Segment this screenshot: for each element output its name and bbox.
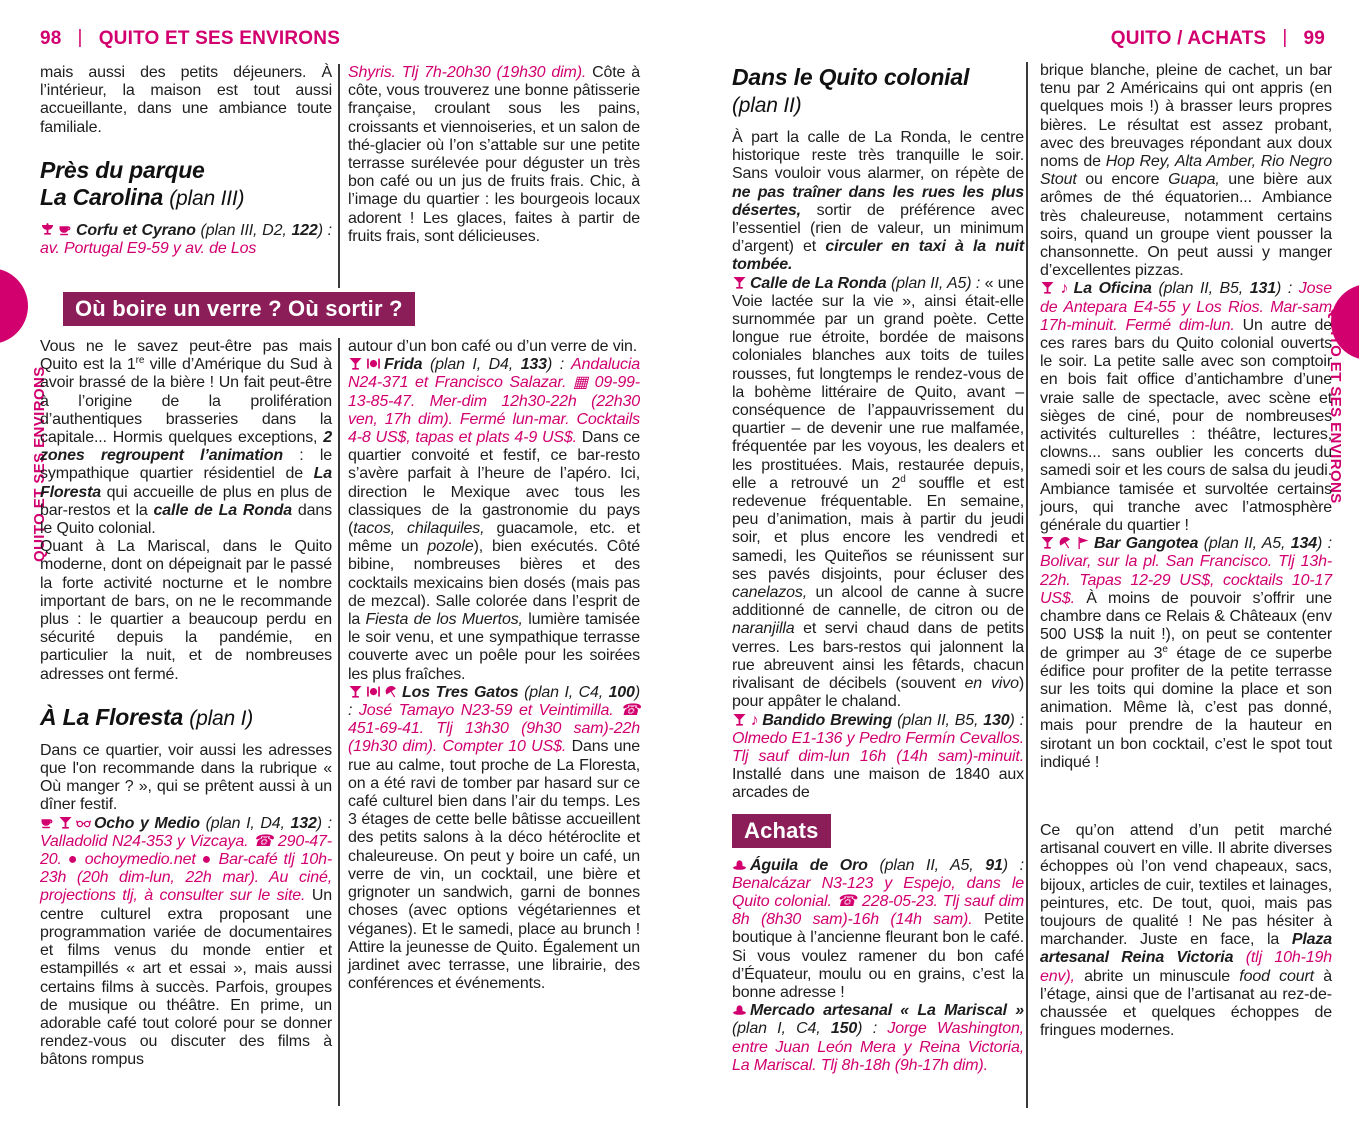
- page-number-right: 99: [1303, 28, 1325, 49]
- subsection-heading-quito-colonial: Dans le Quito colonial (plan II): [732, 64, 970, 117]
- venue-name: La Oficina: [1073, 280, 1159, 298]
- cocktail-icon: [348, 357, 363, 371]
- venue-description: Petite boutique à l’ancienne fleurant bon le café. Si vous voulez ramener du bon café d’Équateur, moulu ou en grains, c’est la bonne adresse !: [732, 911, 1024, 1001]
- music-icon: ♪: [1058, 280, 1071, 298]
- shopping-icon: [732, 1003, 747, 1017]
- subsection-heading-parque-carolina: Près du parque La Carolina (plan III): [40, 156, 245, 210]
- venue-address: Benalcázar N3-123 y Espejo, dans le Quito colonial. ☎ 228-05-23. Tlj sauf dim 8h (8h30 sam)-16h (14h sam).: [732, 874, 1024, 929]
- venue-address: Jorge Washington, entre Juan León Mera y Reina Victoria, La Mariscal. Tlj 8h-18h (9h-17h dim).: [732, 1020, 1024, 1074]
- entry-los-tres-gatos: Los Tres Gatos (plan I, C4, 100) : José Tamayo N23-59 et Veintimilla. ☎ 451-69-41. Tlj 13h30 (9h30 sam)-22h (19h30 dim). Compter 10 US$. Dans une rue au calme, tout proche de La Floresta, on a été ravi de tomber par hasard sur ce café culturel bien dans l’air du temps. Les 3 étages de cette belle bâtisse accueillent des petits salons à la déco hétéroclite et chaleureuse. On peut y boire un café, un verre de vin, un cocktail, une bière et grignoter un sandwich, garni de bonnes choses (avec options végétariennes et véganes). Et le samedi, place au brunch ! Attire la jeunesse de Quito. Également un jardinet avec terrasse, une librairie, des conférences et événements.: [348, 683, 641, 993]
- shopping-icon: [732, 858, 747, 872]
- venue-description: Un centre culturel extra proposant une programmation variée de documentaires et films venus du monde entier et estampillés « art et essai », mais aussi certains films à succès. Parfois, groupes de musique ou théâtre. En prime, un adorable café tout coloré pour se donner rendez-vous ou discuter des films à bâtons rompus: [40, 887, 332, 1069]
- column-1-bottom: [40, 338, 332, 1070]
- venue-description: Installé dans une maison de 1840 aux arcades de: [732, 766, 1024, 802]
- restaurant-icon: [366, 685, 381, 699]
- venue-hours: (tlj 10h-19h env),: [1040, 949, 1332, 985]
- page-number-left: 98: [40, 28, 62, 49]
- cocktail-icon: [1040, 536, 1055, 550]
- section-banner-shopping: Achats: [732, 814, 831, 848]
- venue-name: Bandido Brewing: [762, 711, 898, 729]
- chapter-tab-left: [0, 268, 28, 344]
- chapter-label-right: QUITO ET SES ENVIRONS: [1327, 308, 1344, 504]
- page-header-right: [1111, 28, 1325, 50]
- venue-name: Corfu et Cyrano: [76, 221, 201, 239]
- cocktail-icon: [58, 816, 73, 830]
- column-3: [732, 62, 1024, 1075]
- cinema-icon: [76, 816, 91, 830]
- column-rule: [338, 64, 340, 288]
- entry-la-oficina: ♪ La Oficina (plan II, B5, 131) : Jose de Antepara E4-55 y Los Rios. Mar-sam 17h-minuit. Fermé dim-lun. Un autre de ces rares bars du Quito colonial ouverts le soir. La petite salle avec son comptoir en bois fait office d’antichambre d’une vraie salle de spectacle, avec scène et sièges de ciné, pour de nombreuses activités culturelles : théâtre, lectures, clowns... sans oublier les concerts du samedi soir et les cours de salsa du jeudi. Ambiance tamisée et survoltée certains jours, qui tranche avec l’atmosphère générale du quartier !: [1040, 280, 1332, 535]
- paragraph: autour d’un bon café ou d’un verre de vin.: [348, 338, 638, 355]
- column-2-top: [348, 64, 640, 246]
- section-banner-drinks: Où boire un verre ? Où sortir ?: [63, 292, 415, 326]
- entry-bandido-brewing: ♪ Bandido Brewing (plan II, B5, 130) : Olmedo E1-136 y Pedro Fermín Cevallos. Tlj sauf dim-lun 16h (14h sam)-minuit. Installé dans une maison de 1840 aux arcades de: [732, 711, 1024, 802]
- header-divider: |: [1282, 27, 1288, 48]
- venue-name: Calle de La Ronda: [750, 274, 891, 292]
- page-header-left: [40, 28, 340, 50]
- venue-name: Plaza artesanal Reina Victoria: [1040, 931, 1332, 967]
- venue-name: Águila de Oro: [750, 856, 880, 874]
- cocktail-icon: [732, 713, 747, 727]
- paragraph: Vous ne le savez peut-être pas mais Quito est la 1re ville d’Amérique du Sud à avoir brassé de la bière ! Un fait peut-être à l’origine de la prolifération d’authentiques brasseries dans la capitale... Hormis quelques exceptions, 2 zones regroupent l’animation : le sympathique quartier résidentiel de La Floresta qui accueille de plus en plus de bar-restos et la calle de La Ronda dans le Quito colonial.: [40, 338, 333, 538]
- venue-address: Jose de Antepara E4-55 y Los Rios. Mar-sam 17h-minuit. Fermé dim-lun.: [1040, 280, 1332, 334]
- venue-address: av. Portugal E9-59 y av. de Los: [40, 240, 257, 258]
- entry-ocho-y-medio: Ocho y Medio (plan I, D4, 132) : Valladolid N24-353 y Vizcaya. ☎ 290-47-20. ● ochoymedio.net ● Bar-café tlj 10h-23h (20h dim-lun, 22h mar). Au ciné, projections tlj, à consulter sur le site. Un centre culturel extra proposant une programmation variée de documentaires et films venus du monde entier et estampillés « art et essai », mais aussi certains films à succès. Parfois, groupes de musique ou théâtre. En prime, un adorable café tout coloré pour se donner rendez-vous ou discuter des films à bâtons rompus: [40, 814, 332, 1069]
- paragraph: Quant à La Mariscal, dans le Quito moderne, dont on dépeignait par le passé la forte activité nocturne et le nombre important de bars, on ne le recommande plus : le quartier a beaucoup perdu en sécurité depuis la pandémie, en particulier la nuit, et de nombreuses adresses ont fermé.: [40, 538, 332, 683]
- entry-aguila-de-oro: Águila de Oro (plan II, A5, 91) : Benalcázar N3-123 y Espejo, dans le Quito colonial. ☎ 228-05-23. Tlj sauf dim 8h (8h30 sam)-16h (14h sam). Petite boutique à l’ancienne fleurant bon le café. Si vous voulez ramener du bon café d’Équateur, moulu ou en grains, c’est la bonne adresse !: [732, 856, 1024, 1001]
- cafe-icon: [40, 816, 55, 830]
- paragraph: À part la calle de La Ronda, le centre historique reste très tranquille le soir. Sans vouloir vous alarmer, on répète de ne pas traîner dans les rues les plus désertes, sortir de préférence avec l’essentiel (rien de valeur, un minimum d’argent) et circuler en taxi à la nuit tombée.: [732, 129, 1024, 274]
- venue-address: José Tamayo N23-59 et Veintimilla. ☎ 451-69-41. Tlj 13h30 (9h30 sam)-22h (19h30 dim). Compter 10 US$.: [348, 702, 641, 756]
- paragraph: Dans ce quartier, voir aussi les adresses que l'on recommande dans la rubrique « Où manger ? », qui se prêtent aussi à un dîner festif.: [40, 741, 332, 814]
- terrace-icon: [384, 685, 399, 699]
- venue-name: Ocho y Medio: [94, 814, 206, 832]
- venue-hours: Shyris. Tlj 7h-20h30 (19h30 dim).: [348, 64, 587, 81]
- venue-name: Mercado artesanal « La Mariscal »: [750, 1002, 1024, 1020]
- paragraph: mais aussi des petits déjeuners. À l’intérieur, la maison est tout aussi accueillante, dans une ambiance toute familiale.: [40, 64, 332, 136]
- subsection-heading-la-floresta: À La Floresta (plan I): [40, 703, 254, 730]
- cocktail-icon: [732, 276, 747, 290]
- header-title-left: QUITO ET SES ENVIRONS: [98, 28, 341, 49]
- restaurant-icon: [366, 357, 381, 371]
- venue-address: Bolivar, sur la pl. San Francisco. Tlj 13h-22h. Tapas 12-29 US$, cocktails 10-17 US$.: [1040, 553, 1332, 607]
- paragraph-market-continuation: Ce qu’on attend d’un petit marché artisanal couvert en ville. Il abrite diverses échoppes où l’on vend chapeaux, sacs, bijoux, articles de cuir, textiles et lainages, peintures, etc. De tout, quoi, mais pas toujours de qualité ! Ne pas hésiter à marchander. Juste en face, la Plaza artesanal Reina Victoria (tlj 10h-19h env), abrite un minuscule food court à l’étage, ainsi que de l’artisanat au rez-de-chaussée et quelques échoppes de fringues modernes.: [1040, 821, 1332, 1040]
- header-title-right: QUITO / ACHATS: [1110, 28, 1267, 49]
- venue-address: Valladolid N24-353 y Vizcaya. ☎ 290-47-20. ● ochoymedio.net ● Bar-café tlj 10h-23h (20h dim-lun, 22h mar). Au ciné, projections tlj, à consulter sur le site.: [40, 832, 332, 905]
- chapter-label-left: QUITO ET SES ENVIRONS: [31, 366, 48, 562]
- venue-name: Los Tres Gatos: [402, 683, 525, 701]
- header-divider: |: [77, 27, 83, 48]
- column-2-bottom: [348, 338, 640, 993]
- view-icon: [1076, 536, 1091, 550]
- entry-calle-de-la-ronda: Calle de La Ronda (plan II, A5) : « une Voie lactée sur la vie », ainsi était-elle surnommée par un grand poète. Cette longue rue étroite, bordée de maisons coloniales blanches aux toits de tuiles rousses, fut longtemps le rendez-vous de la bohème littéraire de Quito, avant – conséquence de l’appauvrissement du quartier – de devenir une rue malfamée, fréquentée par les voyous, les dealers et les prostituées. Mais, restaurée depuis, elle a retrouvé un 2$^d$ souffle et est redevenue fréquentable. En semaine, peu d’animation, mais à partir du jeudi soir, et plus encore les vendredi et samedi, les Quiteños se réunissent sur ses pavés disjoints, pour écluser des canelazos, un alcool de canne à sucre additionné de cannelle, de citron ou de naranjilla et servi chaud dans de petits verres. Les bars-restos qui jalonnent la rue abreuvent ainsi les fêtards, chacun rivalisant de décibels (souvent en vivo) pour appâter le chaland.: [732, 274, 1025, 711]
- entry-mercado-artesanal: Mercado artesanal « La Mariscal » (plan I, C4, 150) : Jorge Washington, entre Juan León Mera y Reina Victoria, La Mariscal. Tlj 8h-18h (9h-17h dim).: [732, 1002, 1024, 1074]
- entry-bar-gangotea: Bar Gangotea (plan II, A5, 134) : Bolivar, sur la pl. San Francisco. Tlj 13h-22h. Tapas 12-29 US$, cocktails 10-17 US$. À moins de pouvoir s’offrir une chambre dans ce Relais & Châteaux (env 500 US$ la nuit !), on peut se contenter de grimper au 3e étage de ce superbe édifice pour profiter de la petite terrasse sur les toits qui domine la place et son animation. Même là, c’est pas donné, mais pour prendre de la hauteur en sirotant un bon cocktail, c’est le spot tout indiqué !: [1040, 535, 1332, 771]
- venue-name: Bar Gangotea: [1094, 535, 1204, 553]
- entry-corfu-et-cyrano: Corfu et Cyrano (plan III, D2, 122) : av. Portugal E9-59 y av. de Los: [40, 221, 332, 258]
- paragraph: brique blanche, pleine de cachet, un bar tenu par 2 Américains qui ont appris (en quelques mois !) à brasser leurs propres bières. Le résultat est assez probant, avec des breuvages répondant aux doux noms de Hop Rey, Alta Amber, Rio Negro Stout ou encore Guapa, une bière aux arômes de thé équatorien... Ambiance très chaleureuse, notamment certains soirs, quand un groupe vient pousser la chansonnette. On peut aussi y manger d’excellentes pizzas.: [1040, 62, 1332, 280]
- icecream-icon: [40, 223, 55, 237]
- music-icon: ♪: [750, 711, 760, 729]
- paragraph: Shyris. Tlj 7h-20h30 (19h30 dim). Côte à côte, vous trouverez une bonne pâtisserie française, croulant sous les pains, croissants et viennoiseries, et un salon de thé-glacier où l’on s’attable sur une petite terrasse surélevée pour déguster un très bon café ou un jus de fruits frais. Chic, à l’image du quartier : les bourgeois locaux adorent ! Les glaces, faites à partir de fruits frais, sont délicieuses.: [348, 64, 640, 245]
- cocktail-icon: [348, 685, 363, 699]
- column-4: [1040, 62, 1332, 1040]
- column-rule: [1026, 62, 1028, 1108]
- column-1-top: [40, 64, 332, 258]
- cafe-icon: [58, 223, 73, 237]
- entry-frida: Frida (plan I, D4, 133) : Andalucia N24-371 et Francisco Salazar. ▦ 09-99-13-85-47. Mer-dim 12h30-22h (22h30 ven, 17h dim). Fermé lun-mar. Cocktails 4-8 US$, tapas et plats 4-9 US$. Dans ce quartier convoité et festif, ce bar-resto s’avère parfait à l’heure de l’apéro. Ici, direction le Mexique avec tous les classiques de la gastronomie du pays (tacos, chilaquiles, guacamole, etc. et même un pozole), bien exécutés. Côté bibine, nombreuses bières et des cocktails mexicains bien dosés (mais pas de mezcal). Salle colorée dans l’esprit de la Fiesta de los Muertos, lumière tamisée le soir venu, et une sympathique terrasse couverte avec un poêle pour les soirées les plus fraîches.: [348, 356, 640, 683]
- venue-address: Olmedo E1-136 y Pedro Fermín Cevallos. Tlj sauf dim-lun 16h (14h sam)-minuit.: [732, 729, 1024, 765]
- venue-description: Un autre de ces rares bars du Quito colonial ouverts le soir. La petite salle avec son comptoir en bois fait office d’antichambre d’une vraie salle de spectacle, avec scène et sièges de ciné, pour de nombreuses activités culturelles : théâtre, lectures, clowns... sans oublier les concerts du samedi soir et les cours de salsa du jeudi. Ambiance tamisée et survoltée certains jours, qui tranche avec l’atmosphère générale du quartier !: [1040, 316, 1332, 535]
- terrace-icon: [1058, 536, 1073, 550]
- venue-address: Andalucia N24-371 et Francisco Salazar. ▦ 09-99-13-85-47. Mer-dim 12h30-22h (22h30 ven, 17h dim). Fermé lun-mar. Cocktails 4-8 US$, tapas et plats 4-9 US$.: [348, 356, 640, 447]
- column-rule: [338, 338, 340, 1106]
- venue-description: Dans une rue au calme, tout proche de La Floresta, on a été ravi de tomber par hasard sur ce café culturel bien dans l’air du temps. Les 3 étages de cette belle bâtisse accueillent des petits salons à la déco hétéroclite et chaleureuse. On peut y boire un café, un verre de vin, un cocktail, une bière et grignoter un sandwich, garni de bonnes choses (avec options végétariennes et véganes). Et le samedi, place au brunch ! Attire la jeunesse de Quito. Également un jardinet avec terrasse, une librairie, des conférences et événements.: [348, 738, 640, 993]
- venue-name: Frida: [384, 356, 430, 374]
- cocktail-icon: [1040, 281, 1055, 295]
